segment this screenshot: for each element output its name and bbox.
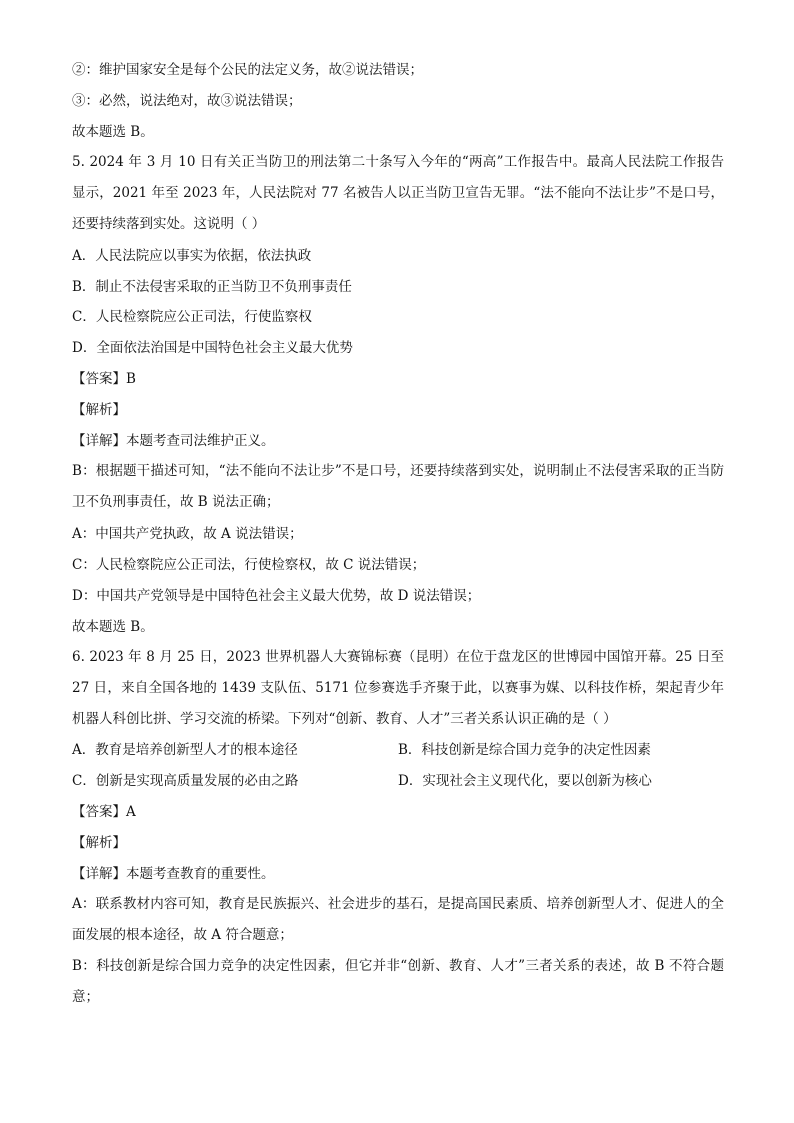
question-6-stem: 6. 2023 年 8 月 25 日，2023 世界机器人大赛锦标赛（昆明）在位于盘龙区的世博园中国馆开幕。25 日至 27 日，来自全国各地的 1439 支队伍、5171 位参赛选手齐聚于此，以赛事为媒、以科技作桥，架起青少年机器人科创比拼、学习交流的桥梁。下列对“创新、教育、人才”三者关系认识正确的是（ ） <box>72 648 724 727</box>
prev-conclusion: 故本题选 B。 <box>72 123 154 140</box>
q6-analysis-label: 【解析】 <box>72 835 126 852</box>
q6-answer: 【答案】A <box>72 804 136 821</box>
q6-option-c: C．创新是实现高质量发展的必由之路 <box>72 773 299 790</box>
prev-analysis-line-3: ③：必然，说法绝对，故③说法错误； <box>72 92 302 109</box>
q5-answer: 【答案】B <box>72 371 136 388</box>
q6-option-b: B．科技创新是综合国力竞争的决定性因素 <box>398 742 651 759</box>
q5-option-b: B．制止不法侵害采取的正当防卫不负刑事责任 <box>72 278 352 295</box>
q5-option-a: A．人民法院应以事实为依据，依法执政 <box>72 247 312 264</box>
q6-explanation-a: A：联系教材内容可知，教育是民族振兴、社会进步的基石，是提高国民素质、培养创新型人才、促进人的全面发展的根本途径，故 A 符合题意； <box>72 896 724 944</box>
prev-analysis-line-2: ②：维护国家安全是每个公民的法定义务，故②说法错误； <box>72 62 423 78</box>
q5-detail: 【详解】本题考查司法维护正义。 <box>72 433 275 450</box>
q5-explanation-c: C：人民检察院应公正司法，行使检察权，故 C 说法错误； <box>72 556 426 573</box>
question-5-stem: 5. 2024 年 3 月 10 日有关正当防卫的刑法第二十条写入今年的“两高”工作报告中。最高人民法院工作报告显示，2021 年至 2023 年，人民法院对 77 名被告人以正当防卫宣告无罪。“法不能向不法让步”不是口号，还要持续落到实处。这说明（ ） <box>72 154 724 233</box>
q5-explanation-b: B：根据题干描述可知，“法不能向不法让步”不是口号，还要持续落到实处，说明制止不法侵害采取的正当防卫不负刑事责任，故 B 说法正确； <box>72 463 724 511</box>
q6-detail: 【详解】本题考查教育的重要性。 <box>72 866 275 883</box>
q5-conclusion: 故本题选 B。 <box>72 618 154 635</box>
q5-explanation-a: A：中国共产党执政，故 A 说法错误； <box>72 525 303 542</box>
q6-option-a: A．教育是培养创新型人才的根本途径 <box>72 742 298 759</box>
q6-explanation-b: B：科技创新是综合国力竞争的决定性因素，但它并非“创新、教育、人才”三者关系的表述，故 B 不符合题意； <box>72 958 724 1006</box>
q6-options-row-2 <box>72 771 724 791</box>
q5-analysis-label: 【解析】 <box>72 402 126 419</box>
q6-options-row-1 <box>72 740 724 760</box>
q5-option-d: D．全面依法治国是中国特色社会主义最大优势 <box>72 340 353 357</box>
document-page <box>72 60 724 1013</box>
q5-option-c: C．人民检察院应公正司法，行使监察权 <box>72 309 312 326</box>
q5-explanation-d: D：中国共产党领导是中国特色社会主义最大优势，故 D 说法错误； <box>72 587 481 604</box>
q6-option-d: D．实现社会主义现代化，要以创新为核心 <box>398 773 652 790</box>
